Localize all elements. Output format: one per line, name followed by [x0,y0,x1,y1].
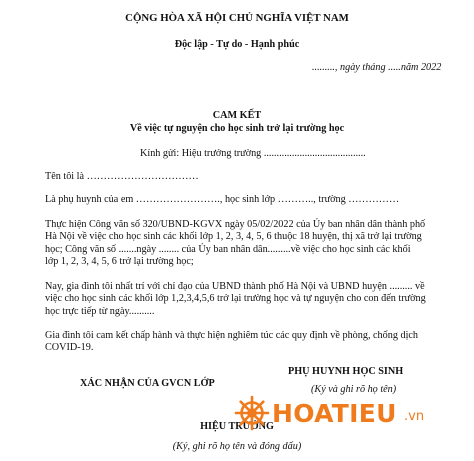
paragraph-line: lớp 1, 2, 3, 4, 5, 6 trở lại trường học; [45,256,194,268]
name-field-line: Tên tôi là …………………………… [45,171,199,182]
paragraph-line: việc cho học sinh các khối lớp 1,2,3,4,5,6 trở lại trường học và tự nguyện cho con đến trường [45,293,426,305]
watermark-brand: HOATIEU [272,399,397,428]
principal-title: HIỆU TRƯỞNG [200,421,274,432]
paragraph-commitment [45,330,450,355]
ship-wheel-icon [234,395,270,431]
hoatieu-watermark-logo [234,395,444,431]
paragraph-legal-basis [45,219,450,269]
paragraph-line: Hà Nội về việc cho học sinh các khối lớp 1, 2, 3, 4, 5, 6 thuộc 18 huyện, thị xã trở lại trường [45,231,422,243]
parent-signature-note: (Ký và ghi rõ họ tên) [311,384,397,395]
paragraph-line: Thực hiện Công văn số 320/UBND-KGVX ngày 05/02/2022 của Ủy ban nhân dân thành phố [45,219,426,230]
paragraph-line: COVID-19. [45,342,94,354]
nation-heading: CỘNG HÒA XÃ HỘI CHỦ NGHĨA VIỆT NAM [125,12,349,24]
paragraph-line: Gia đình tôi cam kết chấp hành và thực hiện nghiêm túc các quy định về phòng, chống dịch [45,330,419,341]
principal-signature-note: (Ký, ghi rõ họ tên và đóng dấu) [172,441,302,452]
parent-field-line: Là phụ huynh của em ……………………., học sinh lớp ……….., trường …………… [45,194,400,205]
paragraph-line: Nay, gia đình tôi nhất trí với chỉ đạo của UBND thành phố Hà Nội và UBND huyện ......... về [45,281,425,292]
teacher-confirmation-title: XÁC NHẬN CỦA GVCN LỚP [80,378,215,389]
recipient-line: Kính gửi: Hiệu trưởng trường ........................................ [140,148,366,159]
watermark-domain: .vn [404,409,425,424]
paragraph-agreement [45,281,450,318]
parent-signature-title: PHỤ HUYNH HỌC SINH [288,366,404,377]
motto: Độc lập - Tự do - Hạnh phúc [174,39,300,50]
document-title: CAM KẾT [212,110,262,121]
paragraph-line: học; Công văn số .......ngày ........ của Ủy ban nhân dân.........về việc cho học sinh các khối [45,243,411,255]
paragraph-line: học trực tiếp từ ngày.......... [45,305,155,317]
document-subtitle: Về việc tự nguyện cho học sinh trở lại trường học [129,123,345,134]
date-line: ........., ngày tháng .....năm 2022 [312,62,442,73]
